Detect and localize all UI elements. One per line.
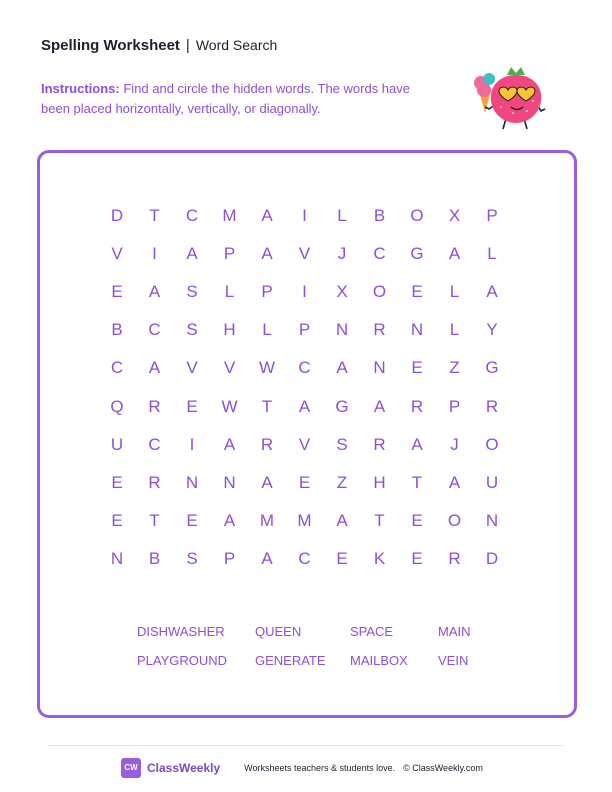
title-separator: |	[185, 37, 190, 54]
grid-letter: Z	[336, 472, 348, 492]
grid-letter: A	[373, 396, 386, 416]
grid-letter: C	[148, 434, 161, 454]
grid-letter: B	[111, 320, 123, 340]
grid-letter: L	[262, 320, 272, 340]
grid-letter: J	[337, 244, 347, 264]
grid-letter: A	[223, 434, 236, 454]
grid-letter: S	[186, 548, 198, 568]
grid-letter: G	[485, 358, 499, 378]
word-list-item: PLAYGROUND	[137, 653, 228, 668]
grid-letter: E	[411, 548, 423, 568]
grid-letter: C	[373, 244, 386, 264]
grid-letter: N	[410, 320, 424, 340]
grid-letter: T	[149, 510, 160, 530]
grid-letter: Z	[449, 358, 460, 378]
grid-letter: A	[448, 244, 461, 264]
grid-letter: V	[298, 434, 311, 454]
grid-letter: H	[223, 320, 236, 340]
grid-letter: C	[148, 320, 161, 340]
grid-letter: E	[186, 396, 198, 416]
grid-letter: L	[449, 320, 460, 340]
grid-letter: A	[411, 434, 423, 454]
brand-name: ClassWeekly	[147, 761, 221, 775]
grid-letter: W	[258, 358, 276, 378]
footer	[121, 758, 483, 778]
grid-letter: S	[186, 320, 198, 340]
grid-letter: I	[189, 434, 195, 454]
grid-letter: C	[298, 358, 311, 378]
grid-letter: E	[186, 510, 198, 530]
grid-letter: L	[224, 282, 235, 302]
grid-letter: O	[485, 434, 499, 454]
grid-letter: O	[447, 510, 462, 530]
word-list-item: VEIN	[438, 653, 469, 668]
grid-letter: I	[152, 244, 157, 264]
grid-letter: A	[261, 548, 273, 568]
grid-letter: M	[222, 206, 237, 225]
grid-letter: D	[110, 206, 124, 225]
grid-letter: B	[373, 206, 386, 225]
grid-letter: A	[261, 244, 273, 264]
grid-letter: A	[336, 510, 348, 530]
grid-letter: H	[373, 472, 386, 492]
word-list-item: SPACE	[350, 624, 394, 639]
grid-letter: A	[186, 244, 198, 264]
grid-letter: R	[448, 548, 461, 568]
grid-letter: V	[298, 244, 311, 264]
grid-letter: R	[148, 396, 161, 416]
word-list-item: MAIN	[438, 624, 471, 639]
grid-letter: R	[373, 434, 386, 454]
grid-letter: A	[298, 396, 311, 416]
grid-letter: B	[148, 548, 161, 568]
grid-letter: U	[485, 472, 499, 492]
grid-letter: R	[485, 396, 499, 416]
grid-letter: A	[261, 472, 273, 492]
grid-letter: C	[185, 206, 199, 225]
grid-letter: C	[110, 358, 124, 378]
grid-letter: N	[223, 472, 236, 492]
grid-letter: M	[297, 510, 312, 530]
grid-letter: G	[410, 244, 424, 264]
grid-letter: O	[410, 206, 424, 225]
grid-letter: V	[223, 358, 236, 378]
grid-letter: T	[374, 510, 385, 530]
grid-letter: A	[261, 206, 273, 225]
classweekly-logo-icon: CW	[121, 758, 141, 778]
grid-letter: A	[336, 358, 348, 378]
grid-letter: O	[372, 282, 387, 302]
worksheet-subtitle: Word Search	[195, 37, 278, 53]
grid-letter: E	[336, 548, 348, 568]
grid-letter: I	[302, 282, 307, 302]
grid-letter: N	[373, 358, 386, 378]
grid-letter: S	[186, 282, 198, 302]
grid-letter: A	[223, 510, 236, 530]
word-list-item: GENERATE	[255, 653, 326, 668]
worksheet-header	[41, 37, 277, 54]
footer-copyright: © ClassWeekly.com	[403, 763, 483, 773]
grid-letter: R	[260, 434, 274, 454]
grid-letter: G	[335, 396, 349, 416]
grid-letter: E	[411, 282, 423, 302]
grid-letter: I	[302, 206, 307, 225]
grid-letter: K	[373, 548, 386, 568]
grid-letter: R	[148, 472, 161, 492]
grid-letter: N	[185, 472, 199, 492]
grid-letter: N	[485, 510, 499, 530]
instructions-text: Find and circle the hidden words. The words have been placed horizontally, vertically, or diagonally.	[41, 81, 411, 116]
grid-letter: L	[449, 282, 460, 302]
grid-letter: D	[485, 548, 499, 568]
grid-letter: E	[411, 510, 423, 530]
footer-divider	[48, 745, 564, 746]
grid-letter: E	[298, 472, 311, 492]
grid-letter: A	[448, 472, 461, 492]
word-list-item: QUEEN	[255, 624, 302, 639]
grid-letter: L	[337, 206, 347, 225]
grid-letter: E	[111, 282, 123, 302]
grid-letter: A	[486, 282, 498, 302]
grid-letter: Q	[110, 396, 124, 416]
grid-letter: E	[411, 358, 423, 378]
grid-letter: T	[149, 206, 160, 225]
grid-letter: T	[261, 396, 273, 416]
grid-letter: P	[223, 244, 236, 264]
grid-letter: N	[335, 320, 349, 340]
grid-letter: T	[411, 472, 423, 492]
grid-letter: P	[448, 396, 461, 416]
grid-letter: U	[110, 434, 124, 454]
strawberry-mascot-icon	[461, 63, 551, 133]
grid-letter: X	[336, 282, 348, 302]
grid-letter: N	[110, 548, 124, 568]
grid-letter: R	[373, 320, 386, 340]
grid-letter: Y	[486, 320, 498, 340]
footer-tagline: Worksheets teachers & students love.	[244, 763, 396, 773]
grid-letter: V	[186, 358, 198, 378]
grid-letter: E	[111, 510, 123, 530]
grid-letter: P	[223, 548, 236, 568]
grid-letter: P	[261, 282, 273, 302]
word-list-item: MAILBOX	[350, 653, 408, 668]
grid-letter: R	[410, 396, 424, 416]
grid-letter: A	[148, 358, 161, 378]
grid-letter: A	[148, 282, 161, 302]
grid-letter: S	[336, 434, 348, 454]
grid-letter: E	[111, 472, 123, 492]
grid-letter: V	[111, 244, 123, 264]
grid-letter: P	[298, 320, 311, 340]
word-list-item: DISHWASHER	[137, 624, 225, 639]
grid-letter: C	[298, 548, 311, 568]
grid-letter: J	[450, 434, 459, 454]
grid-letter: M	[259, 510, 275, 530]
grid-letter: P	[486, 206, 498, 225]
grid-letter: X	[448, 206, 461, 225]
grid-letter: W	[221, 396, 238, 416]
grid-letter: L	[487, 244, 497, 264]
instructions	[41, 79, 421, 119]
worksheet-title: Spelling Worksheet	[41, 37, 180, 54]
instructions-label: Instructions:	[41, 81, 120, 96]
